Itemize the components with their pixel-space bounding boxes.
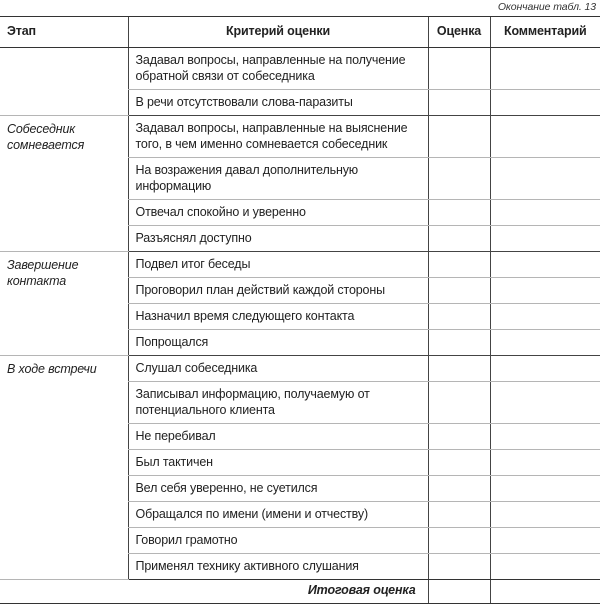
header-criterion: Критерий оценки bbox=[128, 17, 428, 48]
score-cell[interactable] bbox=[428, 528, 490, 554]
score-cell[interactable] bbox=[428, 382, 490, 424]
score-cell[interactable] bbox=[428, 304, 490, 330]
table-row bbox=[0, 356, 600, 382]
comment-cell[interactable] bbox=[490, 476, 600, 502]
score-cell[interactable] bbox=[428, 90, 490, 116]
criterion-cell: Попрощался bbox=[128, 330, 428, 356]
comment-cell[interactable] bbox=[490, 278, 600, 304]
header-score: Оценка bbox=[428, 17, 490, 48]
table-row bbox=[0, 252, 600, 278]
score-cell[interactable] bbox=[428, 226, 490, 252]
criterion-cell: В речи отсутствовали слова-паразиты bbox=[128, 90, 428, 116]
comment-cell[interactable] bbox=[490, 226, 600, 252]
criterion-cell: Не перебивал bbox=[128, 424, 428, 450]
comment-cell[interactable] bbox=[490, 424, 600, 450]
comment-cell[interactable] bbox=[490, 48, 600, 90]
stage-cell: Завершение контакта bbox=[0, 252, 128, 356]
comment-cell[interactable] bbox=[490, 158, 600, 200]
comment-cell[interactable] bbox=[490, 252, 600, 278]
criterion-cell: Проговорил план действий каждой стороны bbox=[128, 278, 428, 304]
score-cell[interactable] bbox=[428, 200, 490, 226]
comment-cell[interactable] bbox=[490, 90, 600, 116]
criterion-cell: Слушал собеседника bbox=[128, 356, 428, 382]
score-cell[interactable] bbox=[428, 278, 490, 304]
score-cell[interactable] bbox=[428, 116, 490, 158]
comment-cell[interactable] bbox=[490, 450, 600, 476]
comment-cell[interactable] bbox=[490, 502, 600, 528]
comment-cell[interactable] bbox=[490, 116, 600, 158]
criterion-cell: Говорил грамотно bbox=[128, 528, 428, 554]
criterion-cell: Задавал вопросы, направленные на выяснение того, в чем именно сомневается собеседник bbox=[128, 116, 428, 158]
stage-cell: Собеседник сомневается bbox=[0, 116, 128, 252]
score-cell[interactable] bbox=[428, 158, 490, 200]
score-cell[interactable] bbox=[428, 502, 490, 528]
comment-cell[interactable] bbox=[490, 200, 600, 226]
criterion-cell: Подвел итог беседы bbox=[128, 252, 428, 278]
criterion-cell: Отвечал спокойно и уверенно bbox=[128, 200, 428, 226]
table-caption: Окончание табл. 13 bbox=[497, 1, 596, 13]
comment-cell[interactable] bbox=[490, 330, 600, 356]
score-cell[interactable] bbox=[428, 424, 490, 450]
score-cell[interactable] bbox=[428, 356, 490, 382]
comment-cell[interactable] bbox=[490, 554, 600, 580]
criterion-cell: На возражения давал дополнительную информацию bbox=[128, 158, 428, 200]
header-row bbox=[0, 17, 600, 48]
table-row bbox=[0, 116, 600, 158]
score-cell[interactable] bbox=[428, 252, 490, 278]
score-cell[interactable] bbox=[428, 450, 490, 476]
criterion-cell: Применял технику активного слушания bbox=[128, 554, 428, 580]
criterion-cell: Разъяснял доступно bbox=[128, 226, 428, 252]
criterion-cell: Вел себя уверенно, не суетился bbox=[128, 476, 428, 502]
score-cell[interactable] bbox=[428, 476, 490, 502]
total-score-cell[interactable] bbox=[428, 580, 490, 604]
header-comment: Комментарий bbox=[490, 17, 600, 48]
total-row bbox=[0, 580, 600, 604]
criterion-cell: Обращался по имени (имени и отчеству) bbox=[128, 502, 428, 528]
comment-cell[interactable] bbox=[490, 356, 600, 382]
header-stage: Этап bbox=[0, 17, 128, 48]
comment-cell[interactable] bbox=[490, 382, 600, 424]
stage-cell: В ходе встречи bbox=[0, 356, 128, 580]
total-comment-cell[interactable] bbox=[490, 580, 600, 604]
score-cell[interactable] bbox=[428, 554, 490, 580]
table-row bbox=[0, 48, 600, 90]
comment-cell[interactable] bbox=[490, 528, 600, 554]
criterion-cell: Назначил время следующего контакта bbox=[128, 304, 428, 330]
score-cell[interactable] bbox=[428, 48, 490, 90]
stage-cell bbox=[0, 48, 128, 116]
criterion-cell: Задавал вопросы, направленные на получение обратной связи от собеседника bbox=[128, 48, 428, 90]
criterion-cell: Записывал информацию, получаемую от потенциального клиента bbox=[128, 382, 428, 424]
criterion-cell: Был тактичен bbox=[128, 450, 428, 476]
evaluation-table bbox=[0, 16, 600, 604]
comment-cell[interactable] bbox=[490, 304, 600, 330]
score-cell[interactable] bbox=[428, 330, 490, 356]
total-label: Итоговая оценка bbox=[0, 580, 428, 604]
